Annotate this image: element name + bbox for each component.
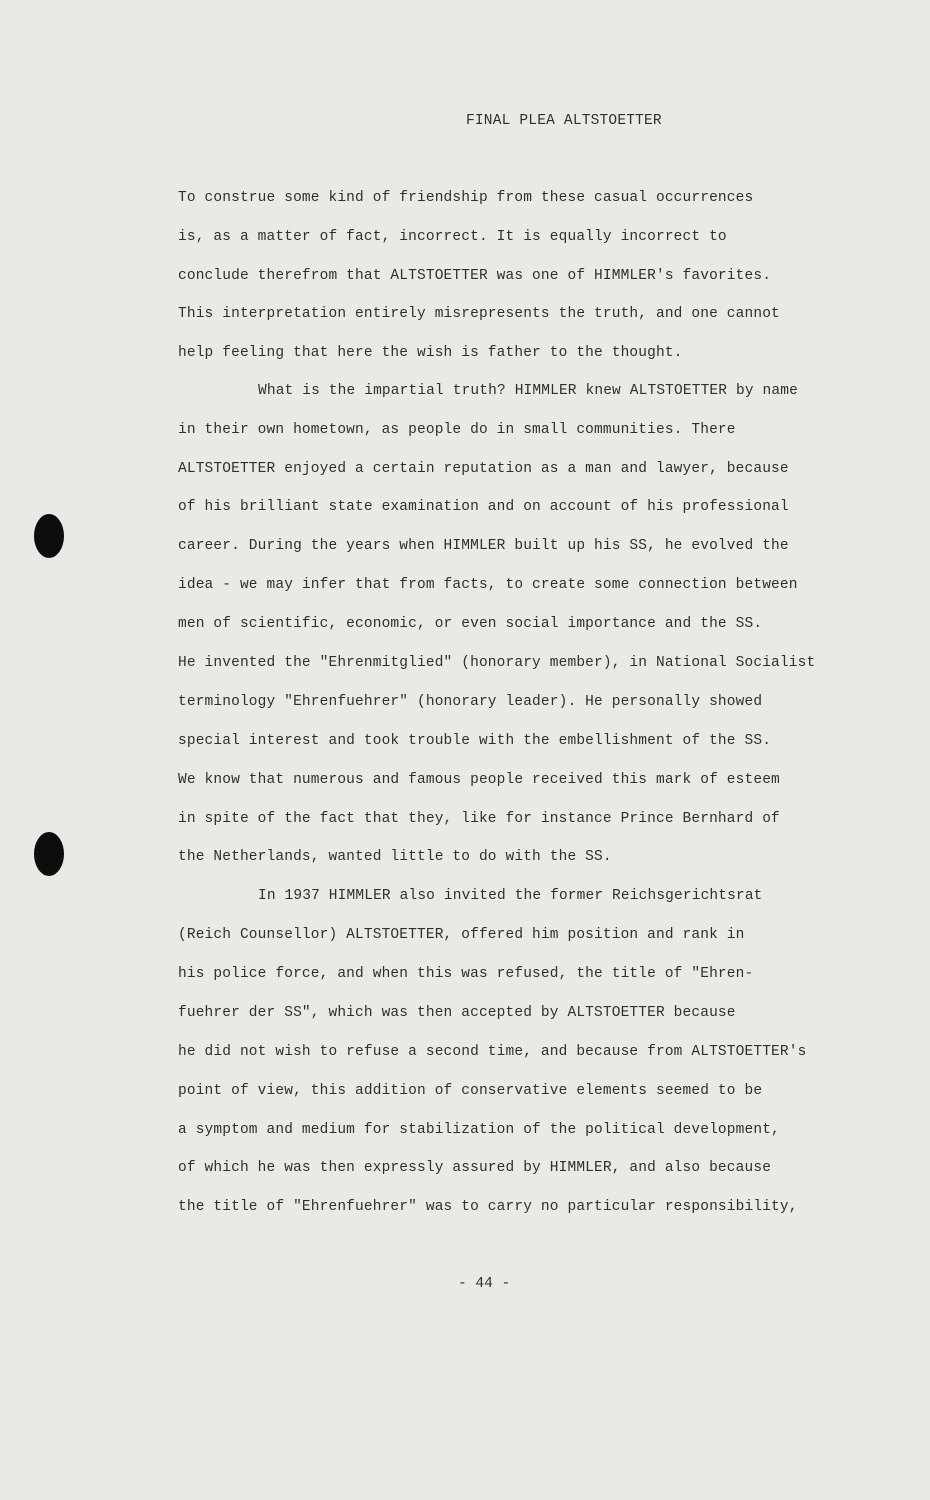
text-line: the Netherlands, wanted little to do with the SS. bbox=[178, 849, 612, 865]
page-number: - 44 - bbox=[458, 1276, 511, 1292]
text-line: (Reich Counsellor) ALTSTOETTER, offered him position and rank in bbox=[178, 927, 745, 943]
text-line: the title of "Ehrenfuehrer" was to carry no particular responsibility, bbox=[178, 1199, 798, 1215]
text-line: What is the impartial truth? HIMMLER knew ALTSTOETTER by name bbox=[258, 383, 798, 399]
text-line: in spite of the fact that they, like for instance Prince Bernhard of bbox=[178, 811, 780, 827]
text-line: he did not wish to refuse a second time, and because from ALTSTOETTER's bbox=[178, 1044, 807, 1060]
text-line: his police force, and when this was refused, the title of "Ehren- bbox=[178, 966, 754, 982]
text-line: men of scientific, economic, or even social importance and the SS. bbox=[178, 616, 763, 632]
text-line: terminology "Ehrenfuehrer" (honorary leader). He personally showed bbox=[178, 694, 763, 710]
text-line: point of view, this addition of conservative elements seemed to be bbox=[178, 1083, 763, 1099]
text-line: help feeling that here the wish is father to the thought. bbox=[178, 345, 683, 361]
text-line: In 1937 HIMMLER also invited the former Reichsgerichtsrat bbox=[258, 888, 763, 904]
text-line: conclude therefrom that ALTSTOETTER was one of HIMMLER's favorites. bbox=[178, 268, 772, 284]
document-header: FINAL PLEA ALTSTOETTER bbox=[466, 113, 662, 129]
text-line: To construe some kind of friendship from these casual occurrences bbox=[178, 190, 754, 206]
text-line: We know that numerous and famous people received this mark of esteem bbox=[178, 772, 780, 788]
text-line: is, as a matter of fact, incorrect. It is equally incorrect to bbox=[178, 229, 727, 245]
text-line: fuehrer der SS", which was then accepted by ALTSTOETTER because bbox=[178, 1005, 736, 1021]
text-line: ALTSTOETTER enjoyed a certain reputation as a man and lawyer, because bbox=[178, 461, 789, 477]
punch-hole-upper bbox=[34, 514, 64, 558]
text-line: special interest and took trouble with the embellishment of the SS. bbox=[178, 733, 772, 749]
text-line: of his brilliant state examination and on account of his professional bbox=[178, 499, 789, 515]
text-line: career. During the years when HIMMLER built up his SS, he evolved the bbox=[178, 538, 789, 554]
text-line: This interpretation entirely misrepresents the truth, and one cannot bbox=[178, 306, 780, 322]
text-line: a symptom and medium for stabilization of the political development, bbox=[178, 1122, 780, 1138]
text-line: of which he was then expressly assured by HIMMLER, and also because bbox=[178, 1160, 772, 1176]
text-line: in their own hometown, as people do in small communities. There bbox=[178, 422, 736, 438]
text-line: idea - we may infer that from facts, to create some connection between bbox=[178, 577, 798, 593]
text-line: He invented the "Ehrenmitglied" (honorary member), in National Socialist bbox=[178, 655, 816, 671]
punch-hole-lower bbox=[34, 832, 64, 876]
